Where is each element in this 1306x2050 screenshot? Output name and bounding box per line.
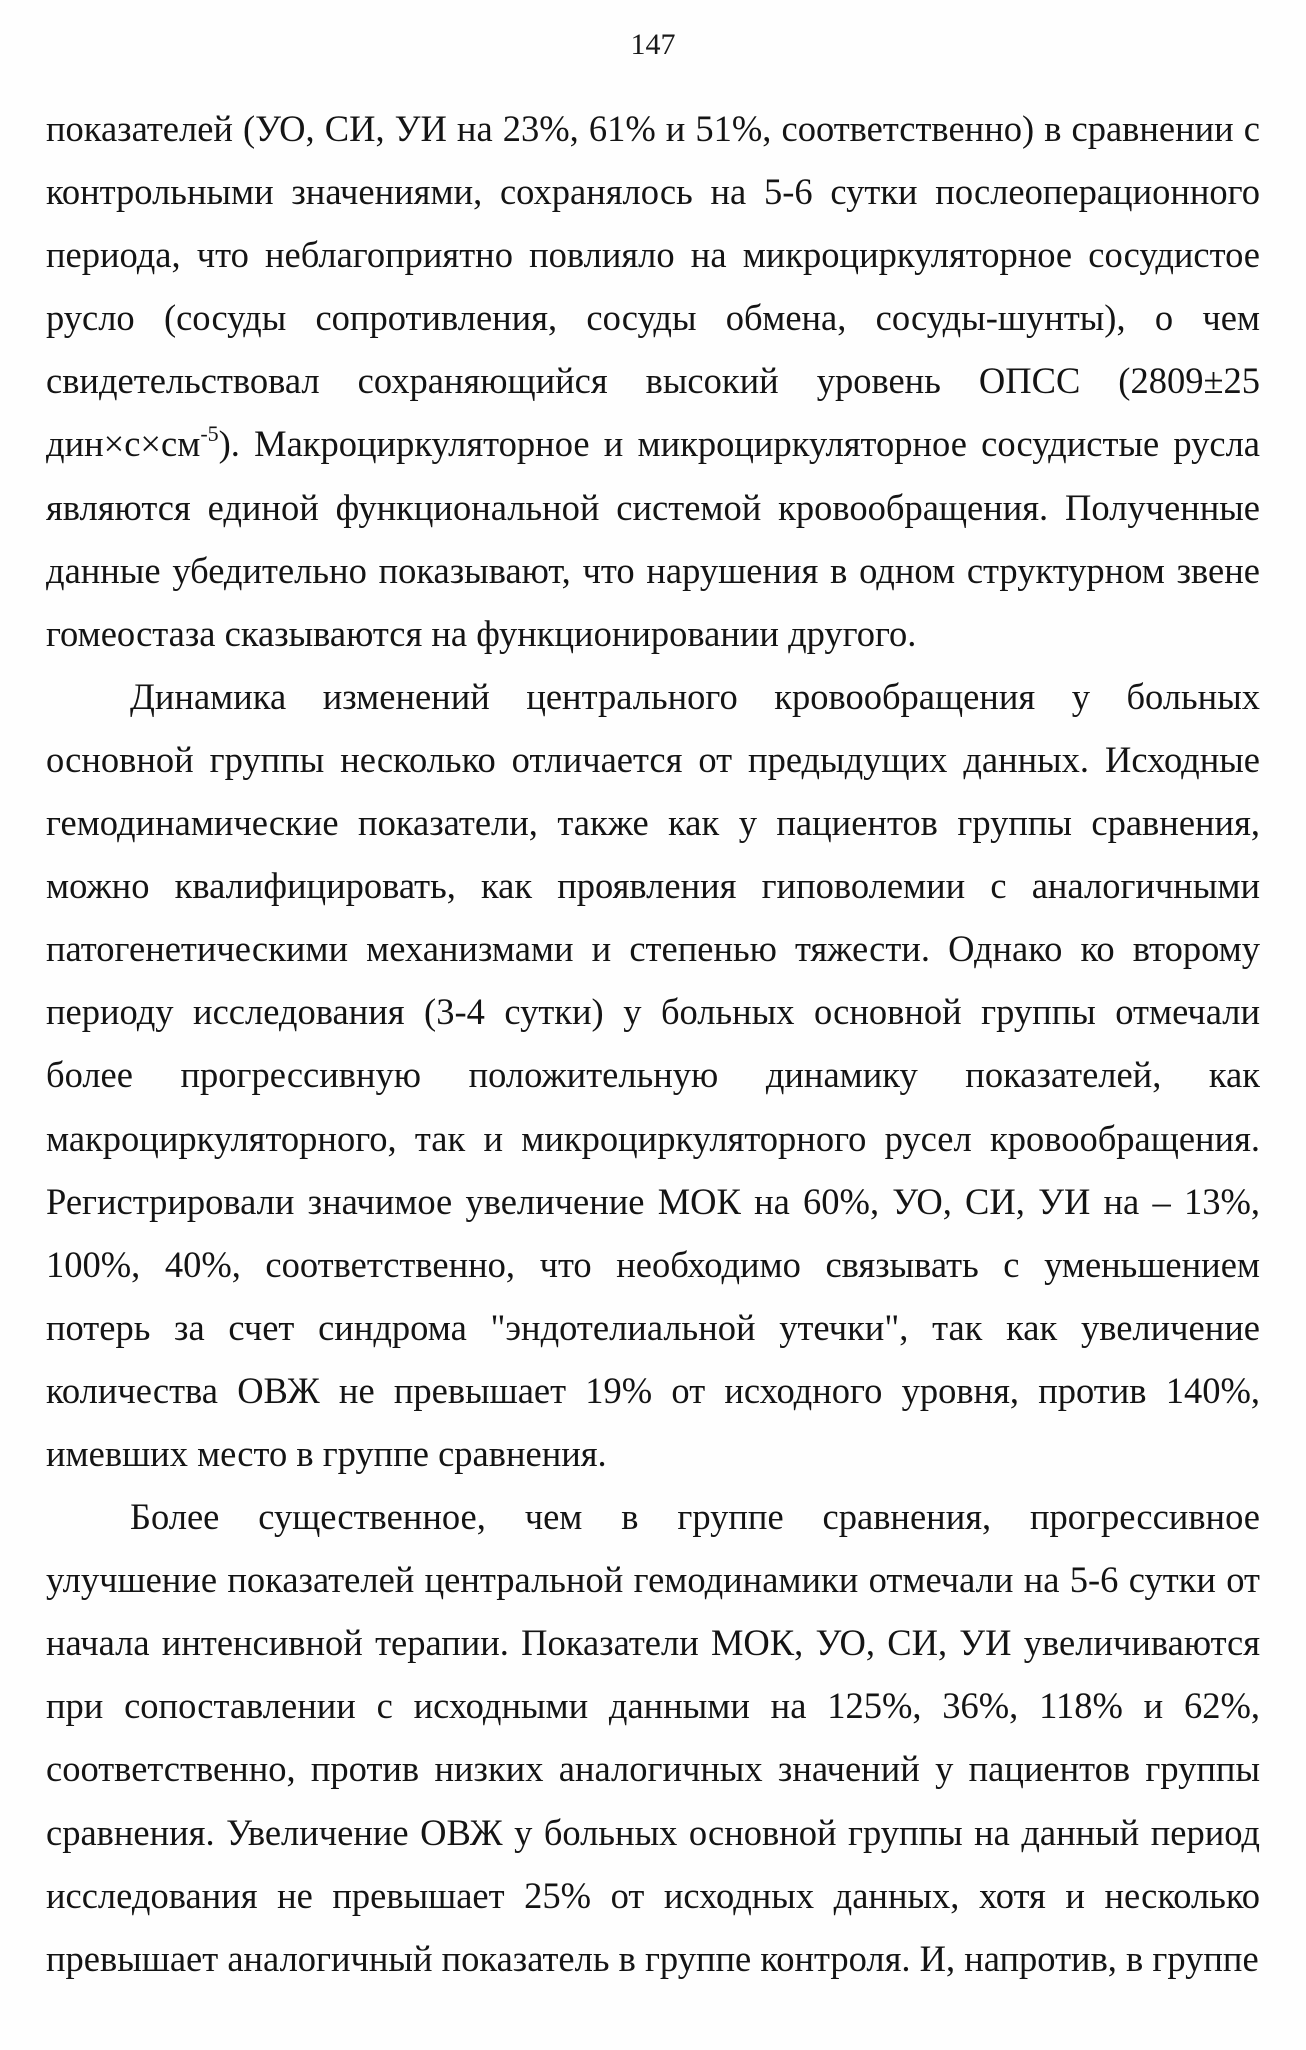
paragraph-hemodynamics-control	[46, 97, 1260, 665]
paragraph-day-5-6-improvement: Более существенное, чем в группе сравнения, прогрессивное улучшение показателей центральной гемодинамики отмечали на 5-6 сутки от начала интенсивной терапии. Показатели МОК, УО, СИ, УИ увеличиваются при сопоставлении с исходными данными на 125%, 36%, 118% и 62%, соответственно, против низких аналогичных значений у пациентов группы сравнения. Увеличение ОВЖ у больных основной группы на данный период исследования не превышает 25% от исходных данных, хотя и несколько превышает аналогичный показатель в группе контроля. И, напротив, в группе	[46, 1496, 1260, 1979]
paragraph-main-group-dynamics: Динамика изменений центрального кровообращения у больных основной группы несколько отличается от предыдущих данных. Исходные гемодинамические показатели, также как у пациентов группы сравнения, можно квалифицировать, как проявления гиповолемии с аналогичными патогенетическими механизмами и степенью тяжести. Однако ко второму периоду исследования (3-4 сутки) у больных основной группы отмечали более прогрессивную положительную динамику показателей, как макроциркуляторного, так и микроциркуляторного русел кровообращения. Регистрировали значимое увеличение МОК на 60%, УО, СИ, УИ на – 13%, 100%, 40%, соответственно, что необходимо связывать с уменьшением потерь за счет синдрома "эндотелиальной утечки", так как увеличение количества ОВЖ не превышает 19% от исходного уровня, против 140%, имевших место в группе сравнения.	[46, 675, 1260, 1474]
paragraph-text-part: ). Макроциркуляторное и микроциркуляторное сосудистые русла являются единой функциональной системой кровообращения. Полученные данные убедительно показывают, что нарушения в одном структурном звене гомеостаза сказываются на функционировании другого.	[46, 423, 1260, 654]
page-number: 147	[630, 28, 676, 61]
superscript-exponent: -5	[200, 421, 219, 447]
document-body	[46, 97, 1260, 1990]
paragraph-text-part: показателей (УО, СИ, УИ на 23%, 61% и 51%, соответственно) в сравнении с контрольными значениями, сохранялось на 5-6 сутки послеоперационного периода, что неблагоприятно повлияло на микроциркуляторное сосудистое русло (сосуды сопротивления, сосуды обмена, сосуды-шунты), о чем свидетельствовал сохраняющийся высокий уровень ОПСС (2809±25 дин×с×см	[46, 108, 1260, 465]
